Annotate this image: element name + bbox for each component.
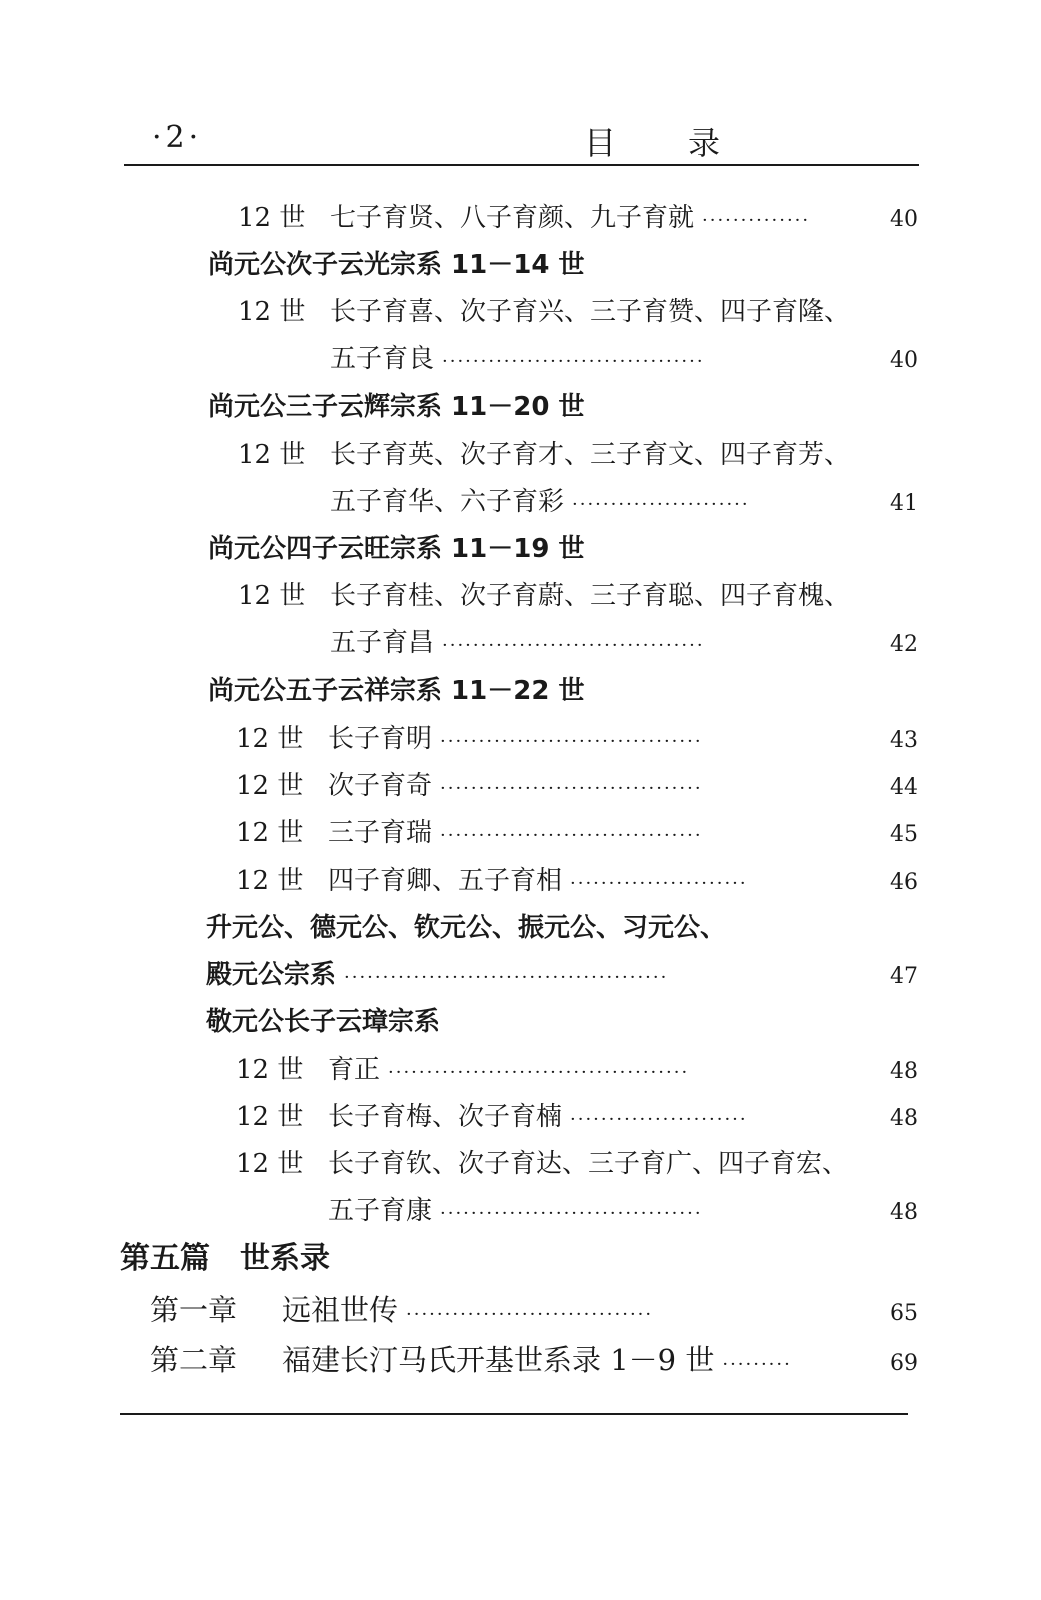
entry-text: 五子育康 <box>328 1196 433 1226</box>
leader-dots: ································ <box>406 1304 654 1325</box>
entry-text: 长子育桂、次子育蔚、三子育聪、四子育槐、 <box>330 581 851 611</box>
toc-section-heading[interactable] <box>208 244 584 281</box>
leader-dots: ·································· <box>440 778 703 799</box>
toc-entry[interactable] <box>236 1096 918 1133</box>
chapter-title: 远祖世传 <box>282 1293 399 1327</box>
entry-text: 长子育钦、次子育达、三子育广、四子育宏、 <box>328 1149 849 1179</box>
section-title: 尚元公五子云祥宗系 11－22 世 <box>208 676 585 706</box>
leader-dots: ······················· <box>572 494 750 515</box>
page-title: 目录 <box>584 124 793 162</box>
page-ref: 48 <box>890 1059 918 1084</box>
toc-section-heading[interactable] <box>206 907 726 944</box>
page-header <box>124 110 919 160</box>
generation-label: 12 世 <box>236 724 304 754</box>
toc-chapter[interactable] <box>150 1338 918 1379</box>
toc-section-heading[interactable] <box>208 528 584 565</box>
page-ref: 44 <box>890 775 918 800</box>
toc-entry[interactable] <box>236 718 918 755</box>
toc-entry[interactable] <box>238 575 918 612</box>
generation-label: 12 世 <box>238 440 306 470</box>
page-ref: 40 <box>890 348 918 373</box>
section-title: 尚元公三子云辉宗系 11－20 世 <box>208 392 585 422</box>
leader-dots: ·································· <box>440 731 703 752</box>
section-title: 敬元公长子云璋宗系 <box>206 1007 441 1037</box>
generation-label: 12 世 <box>238 297 306 327</box>
toc-entry[interactable] <box>236 860 918 897</box>
toc-entry-continuation[interactable] <box>328 1190 918 1227</box>
entry-text: 四子育卿、五子育相 <box>328 866 563 896</box>
toc-chapter[interactable] <box>150 1288 918 1329</box>
page-ref: 46 <box>890 870 918 895</box>
entry-text: 长子育明 <box>328 724 433 754</box>
toc-entry[interactable] <box>238 434 918 471</box>
page-ref: 65 <box>890 1301 918 1326</box>
page-ref: 47 <box>890 964 918 989</box>
chapter-label: 第二章 <box>150 1343 238 1377</box>
generation-label: 12 世 <box>238 581 306 611</box>
entry-text: 三子育瑞 <box>328 818 433 848</box>
toc-entry-continuation[interactable] <box>330 622 918 659</box>
page-ref: 41 <box>890 491 918 516</box>
entry-text: 育正 <box>328 1055 381 1085</box>
toc-entry[interactable] <box>236 765 918 802</box>
toc-entry-continuation[interactable] <box>330 338 918 375</box>
footer-rule <box>120 1413 908 1415</box>
leader-dots: ·································· <box>442 351 705 372</box>
generation-label: 12 世 <box>236 771 304 801</box>
entry-text: 长子育梅、次子育楠 <box>328 1102 563 1132</box>
entry-text: 次子育奇 <box>328 771 433 801</box>
header-rule <box>124 164 919 166</box>
page-ref: 43 <box>890 728 918 753</box>
generation-label: 12 世 <box>236 818 304 848</box>
section-title: 尚元公次子云光宗系 11－14 世 <box>208 250 585 280</box>
entry-text: 五子育良 <box>330 344 435 374</box>
toc-entry[interactable] <box>236 1049 918 1086</box>
leader-dots: ·································· <box>442 635 705 656</box>
toc-part-heading[interactable] <box>120 1233 330 1277</box>
toc-entry-continuation[interactable] <box>330 481 918 518</box>
generation-label: 12 世 <box>238 203 306 233</box>
toc-entry[interactable] <box>238 197 918 234</box>
leader-dots: ········· <box>722 1354 792 1375</box>
entry-text: 长子育英、次子育才、三子育文、四子育芳、 <box>330 440 851 470</box>
page-ref: 45 <box>890 822 918 847</box>
leader-dots: ·································· <box>440 1203 703 1224</box>
section-title: 殿元公宗系 <box>206 960 337 990</box>
entry-text: 长子育喜、次子育兴、三子育赞、四子育隆、 <box>330 297 851 327</box>
toc-section-heading[interactable] <box>206 1001 440 1038</box>
leader-dots: ·············· <box>702 210 811 231</box>
generation-label: 12 世 <box>236 1149 304 1179</box>
toc-section-heading[interactable] <box>206 954 918 991</box>
entry-text: 五子育华、六子育彩 <box>330 487 565 517</box>
section-title: 升元公、德元公、钦元公、振元公、习元公、 <box>206 913 727 943</box>
generation-label: 12 世 <box>236 866 304 896</box>
toc-section-heading[interactable] <box>208 670 584 707</box>
leader-dots: ·········································· <box>344 967 669 988</box>
generation-label: 12 世 <box>236 1102 304 1132</box>
generation-label: 12 世 <box>236 1055 304 1085</box>
chapter-label: 第一章 <box>150 1293 238 1327</box>
leader-dots: ······················· <box>570 873 748 894</box>
page-ref: 42 <box>890 632 918 657</box>
page-ref: 48 <box>890 1106 918 1131</box>
page-ref: 48 <box>890 1200 918 1225</box>
leader-dots: ·································· <box>440 825 703 846</box>
page-number: ·2· <box>152 120 203 155</box>
entry-text: 五子育昌 <box>330 628 435 658</box>
page-ref: 69 <box>890 1351 918 1376</box>
toc-section-heading[interactable] <box>208 386 584 423</box>
entry-text: 七子育贤、八子育颜、九子育就 <box>330 203 695 233</box>
chapter-title: 福建长汀马氏开基世系录 1－9 世 <box>282 1343 715 1377</box>
part-title: 第五篇 世系录 <box>120 1241 330 1276</box>
leader-dots: ······································· <box>388 1062 690 1083</box>
section-title: 尚元公四子云旺宗系 11－19 世 <box>208 534 585 564</box>
toc-entry[interactable] <box>236 1143 918 1180</box>
toc-entry[interactable] <box>236 812 918 849</box>
page-ref: 40 <box>890 207 918 232</box>
leader-dots: ······················· <box>570 1109 748 1130</box>
toc-entry[interactable] <box>238 291 918 328</box>
